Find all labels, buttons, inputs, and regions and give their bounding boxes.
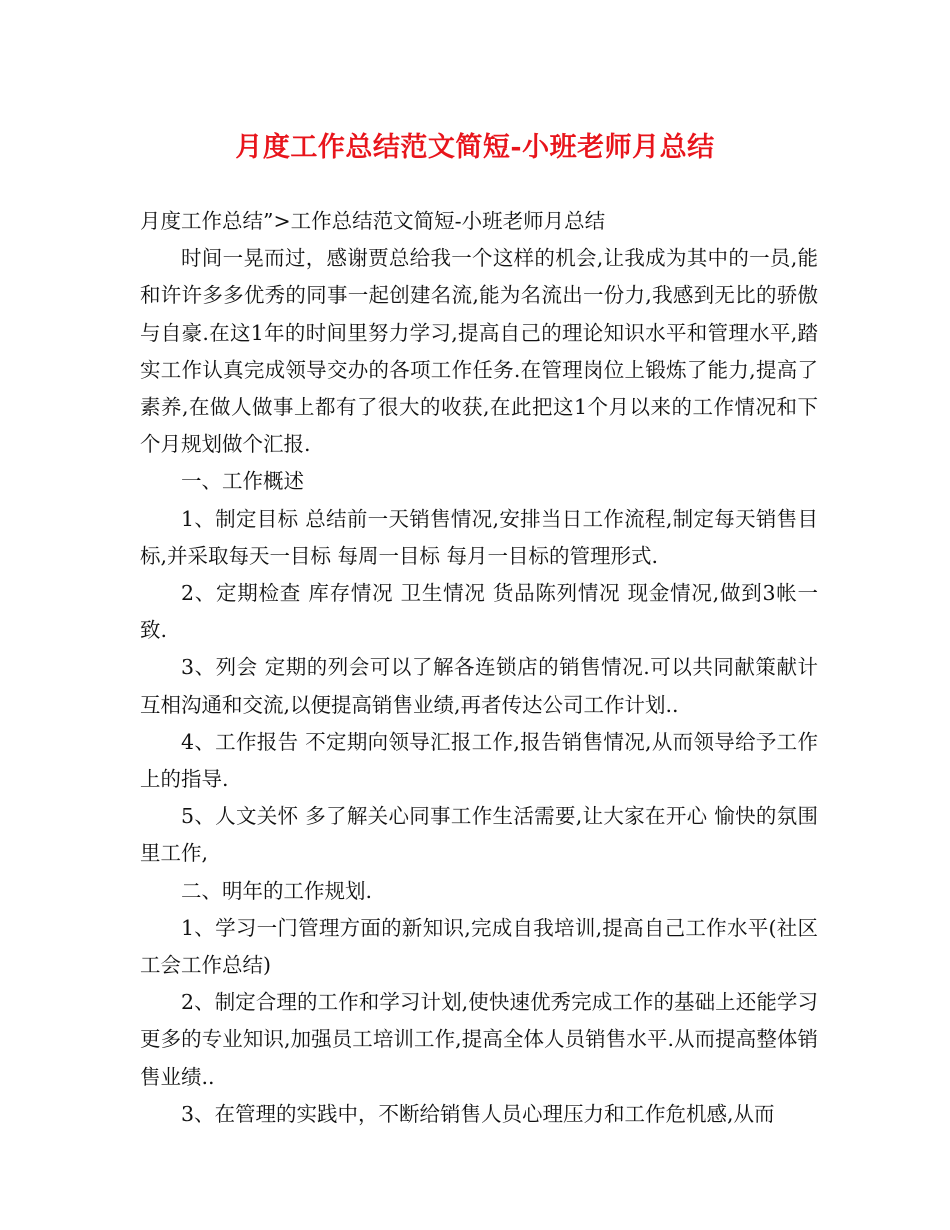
paragraph: 2、制定合理的工作和学习计划,使快速优秀完成工作的基础上还能学习更多的专业知识,加强员工培训工作,提高全体人员销售水平.从而提高整体销售业绩.. [140, 990, 818, 1089]
paragraph: 3、在管理的实践中，不断给销售人员心理压力和工作危机感,从而 [181, 1101, 775, 1126]
paragraph: 5、人文关怀 多了解关心同事工作生活需要,让大家在开心 愉快的氛围里工作, [140, 804, 818, 866]
paragraph: 月度工作总结”>工作总结范文简短-小班老师月总结 [140, 209, 606, 233]
paragraph: 时间一晃而过，感谢贾总给我一个这样的机会,让我成为其中的一员,能和许许多多优秀的同事一起创建名流,能为名流出一份力,我感到无比的骄傲与自豪.在这1年的时间里努力学习,提高自己的理论知识水平和管理水平,踏实工作认真完成领导交办的各项工作任务.在管理岗位上锻炼了能力,提高了素养,在做人做事上都有了很大的收获,在此把这1个月以来的工作情况和下个月规划做个汇报. [140, 246, 818, 457]
paragraph: 一、工作概述 [181, 469, 304, 494]
paragraph: 二、明年的工作规划. [181, 878, 373, 903]
paragraph: 4、工作报告 不定期向领导汇报工作,报告销售情况,从而领导给予工作上的指导. [140, 729, 818, 792]
paragraph: 1、制定目标 总结前一天销售情况,安排当日工作流程,制定每天销售目标,并采取每天一目标 每周一目标 每月一目标的管理形式. [140, 506, 818, 568]
paragraph: 1、学习一门管理方面的新知识,完成自我培训,提高自己工作水平(社区工会工作总结) [140, 915, 818, 978]
document-body [140, 203, 818, 1133]
paragraph: 2、定期检查 库存情况 卫生情况 货品陈列情况 现金情况,做到3帐一致. [140, 581, 818, 643]
document-title: 月度工作总结范文简短-小班老师月总结 [235, 132, 715, 163]
paragraph: 3、列会 定期的列会可以了解各连锁店的销售情况.可以共同献策献计互相沟通和交流,以便提高销售业绩,再者传达公司工作计划.. [140, 655, 818, 717]
